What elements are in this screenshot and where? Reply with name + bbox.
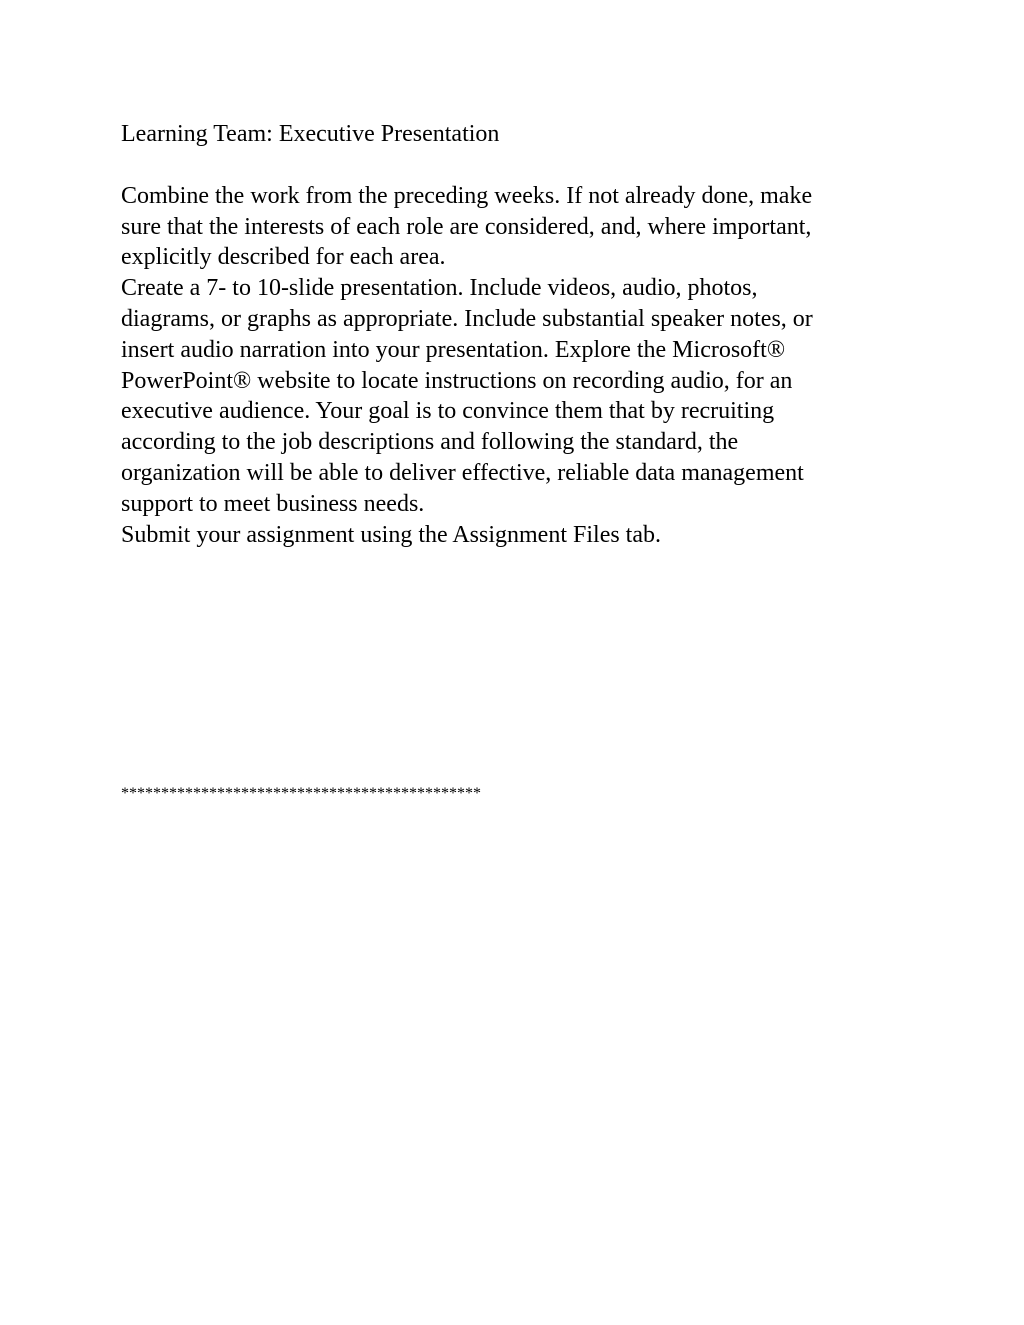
paragraph-combine-work: Combine the work from the preceding weeks. If not already done, make sure that the interests of each role are considered, and, where important, explicitly described for each area. (121, 182, 813, 271)
document-body (121, 119, 911, 550)
document-title: Learning Team: Executive Presentation (121, 121, 500, 147)
paragraph-submit-assignment: Submit your assignment using the Assignment Files tab. (121, 521, 661, 548)
asterisk-separator: ********************************************* (121, 785, 481, 802)
paragraph-create-presentation: Create a 7- to 10-slide presentation. Include videos, audio, photos, diagrams, or graphs as appropriate. Include substantial speaker notes, or insert audio narration into your presentation. Explore the Microsoft® PowerPoint® website to locate instructions on recording audio, for an executive audience. Your goal is to convince them that by recruiting according to the job descriptions and following the standard, the organization will be able to deliver effective, reliable data management support to meet business needs. (121, 275, 813, 517)
